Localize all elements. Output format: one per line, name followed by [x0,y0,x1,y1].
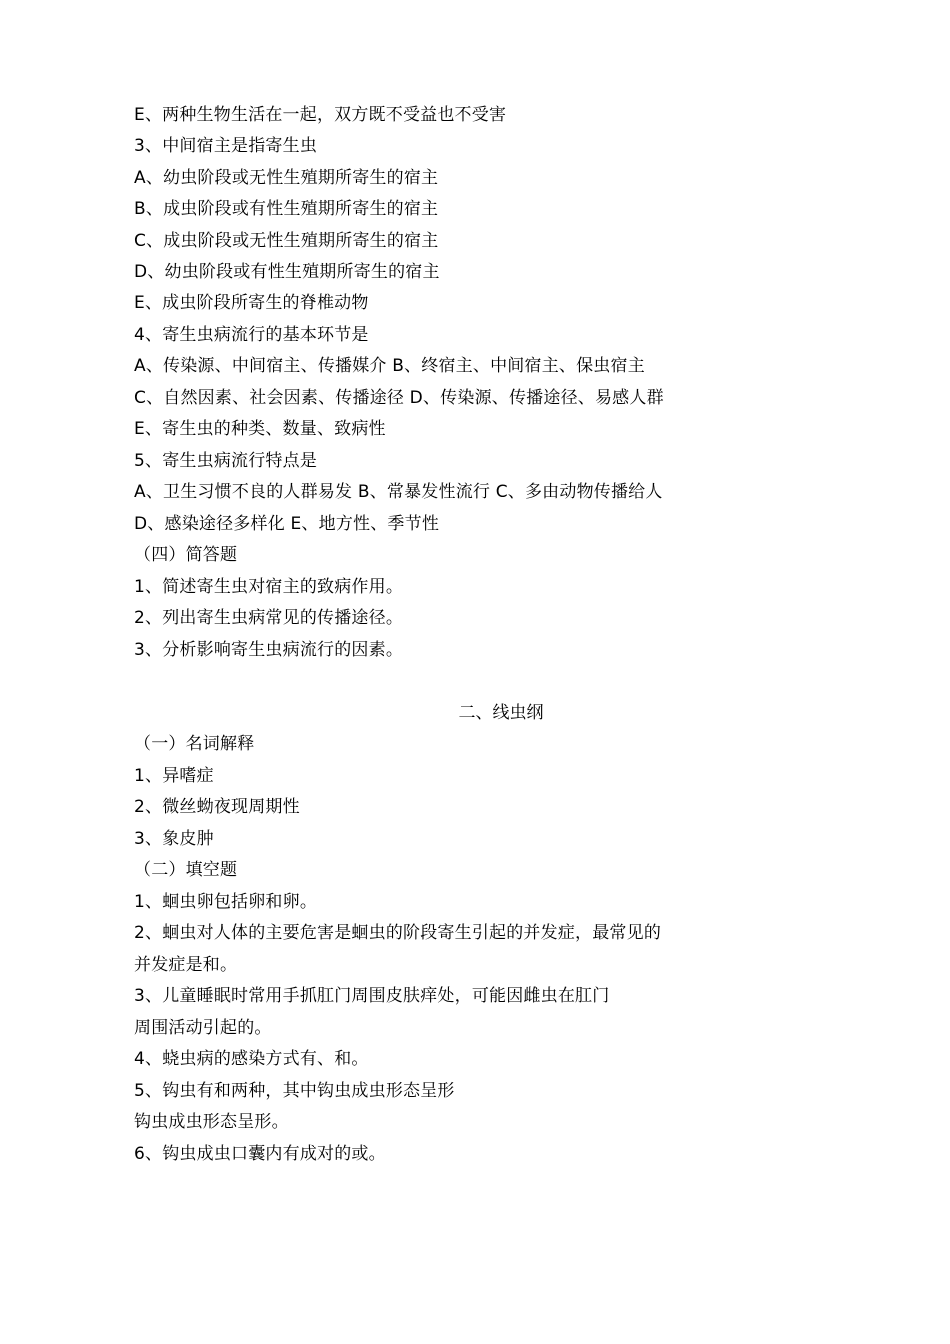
subsection-heading: （一）名词解释 [134,734,255,754]
option-line: C、成虫阶段或无性生殖期所寄生的宿主 [134,231,439,251]
option-line: A、卫生习惯不良的人群易发 B、常暴发性流行 C、多由动物传播给人 [134,482,663,502]
fill-blank-continuation: 周围活动引起的。 [134,1018,272,1038]
short-answer-item: 3、分析影响寄生虫病流行的因素。 [134,640,404,660]
option-line: E、成虫阶段所寄生的脊椎动物 [134,293,369,313]
fill-blank-item: 5、钩虫有和两种，其中钩虫成虫形态呈形 [134,1081,455,1101]
fill-blank-item: 2、蛔虫对人体的主要危害是蛔虫的阶段寄生引起的并发症，最常见的 [134,923,662,943]
option-line: A、传染源、中间宿主、传播媒介 B、终宿主、中间宿主、保虫宿主 [134,356,645,376]
question-4: 4、寄生虫病流行的基本环节是 [134,325,369,345]
section-heading: 二、线虫纲 [458,703,544,723]
fill-blank-item: 6、钩虫成虫口囊内有成对的或。 [134,1144,386,1164]
question-5: 5、寄生虫病流行特点是 [134,451,318,471]
option-line: E、寄生虫的种类、数量、致病性 [134,419,386,439]
short-answer-item: 1、简述寄生虫对宿主的致病作用。 [134,577,404,597]
term-item: 3、象皮肿 [134,829,214,849]
fill-blank-item: 4、蛲虫病的感染方式有、和。 [134,1049,369,1069]
question-3: 3、中间宿主是指寄生虫 [134,136,318,156]
option-line: D、感染途径多样化 E、地方性、季节性 [134,514,440,534]
fill-blank-item: 3、儿童睡眠时常用手抓肛门周围皮肤痒处，可能因雌虫在肛门 [134,986,610,1006]
subsection-heading: （四）简答题 [134,545,238,565]
option-line: A、幼虫阶段或无性生殖期所寄生的宿主 [134,168,439,188]
text-line: E、两种生物生活在一起，双方既不受益也不受害 [134,105,507,125]
option-line: C、自然因素、社会因素、传播途径 D、传染源、传播途径、易感人群 [134,388,664,408]
term-item: 1、异嗜症 [134,766,214,786]
option-line: B、成虫阶段或有性生殖期所寄生的宿主 [134,199,439,219]
subsection-heading: （二）填空题 [134,860,238,880]
short-answer-item: 2、列出寄生虫病常见的传播途径。 [134,608,404,628]
fill-blank-continuation: 并发症是和。 [134,955,238,975]
fill-blank-item: 1、蛔虫卵包括卵和卵。 [134,892,318,912]
option-line: D、幼虫阶段或有性生殖期所寄生的宿主 [134,262,440,282]
fill-blank-continuation: 钩虫成虫形态呈形。 [134,1112,289,1132]
term-item: 2、微丝蚴夜现周期性 [134,797,300,817]
